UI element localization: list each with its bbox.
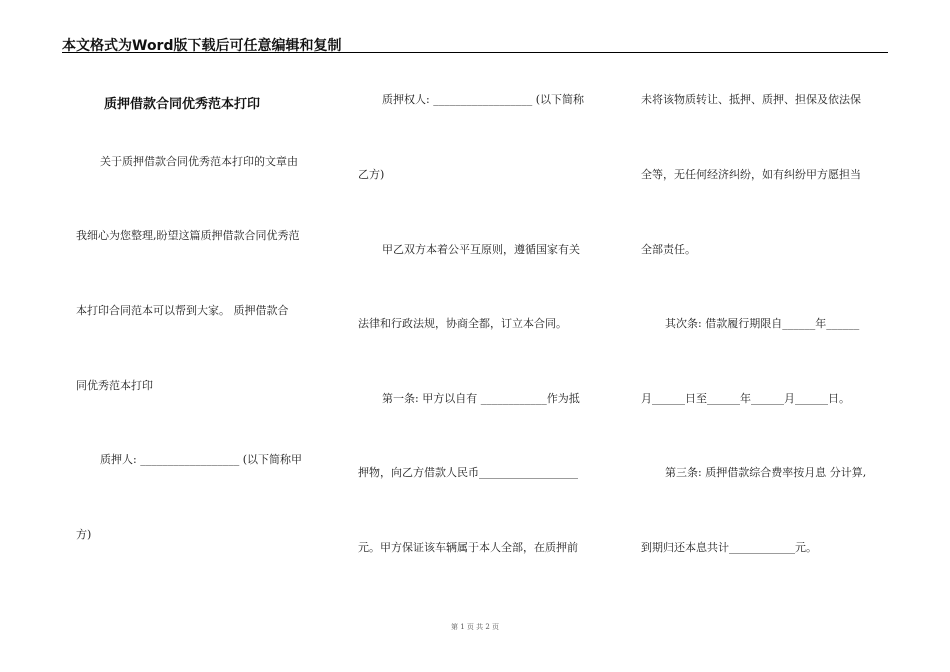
paragraph-line: 质押权人: __________________ (以下简称 xyxy=(382,93,584,106)
paragraph-line: 元。甲方保证该车辆属于本人全部，在质押前 xyxy=(358,541,578,554)
paragraph-line: 未将该物质转让、抵押、质押、担保及依法保 xyxy=(641,93,861,106)
paragraph-line: 第一条: 甲方以自有 ____________作为抵 xyxy=(382,392,580,405)
paragraph-line: 同优秀范本打印 xyxy=(76,379,153,392)
paragraph-line: 押物，向乙方借款人民币__________________ xyxy=(358,466,578,479)
paragraph-line: 月______日至______年______月______日。 xyxy=(641,392,850,405)
page-number: 第 1 页 共 2 页 xyxy=(450,623,500,631)
paragraph-line: 其次条: 借款履行期限自______年______ xyxy=(665,317,860,330)
paragraph-line: 法律和行政法规，协商全都，订立本合同。 xyxy=(358,317,567,330)
page-header-title: 本文格式为Word版下载后可任意编辑和复制 xyxy=(62,38,342,54)
paragraph-line: 到期归还本息共计____________元。 xyxy=(641,541,817,554)
paragraph-line: 关于质押借款合同优秀范本打印的文章由 xyxy=(100,155,298,168)
paragraph-line: 乙方) xyxy=(358,168,385,181)
paragraph-line: 方) xyxy=(76,528,92,541)
paragraph-line: 质押人: __________________ (以下简称甲 xyxy=(100,453,302,466)
paragraph-line: 全等，无任何经济纠纷，如有纠纷甲方愿担当 xyxy=(641,168,861,181)
document-title: 质押借款合同优秀范本打印 xyxy=(104,97,261,112)
header-divider xyxy=(62,52,888,53)
paragraph-line: 全部责任。 xyxy=(641,243,696,256)
paragraph-line: 第三条: 质押借款综合费率按月息 分计算, xyxy=(665,466,867,479)
paragraph-line: 本打印合同范本可以帮到大家。 质押借款合 xyxy=(76,304,289,317)
paragraph-line: 甲乙双方本着公平互原则，遵循国家有关 xyxy=(382,243,580,256)
paragraph-line: 我细心为您整理,盼望这篇质押借款合同优秀范 xyxy=(76,229,300,242)
